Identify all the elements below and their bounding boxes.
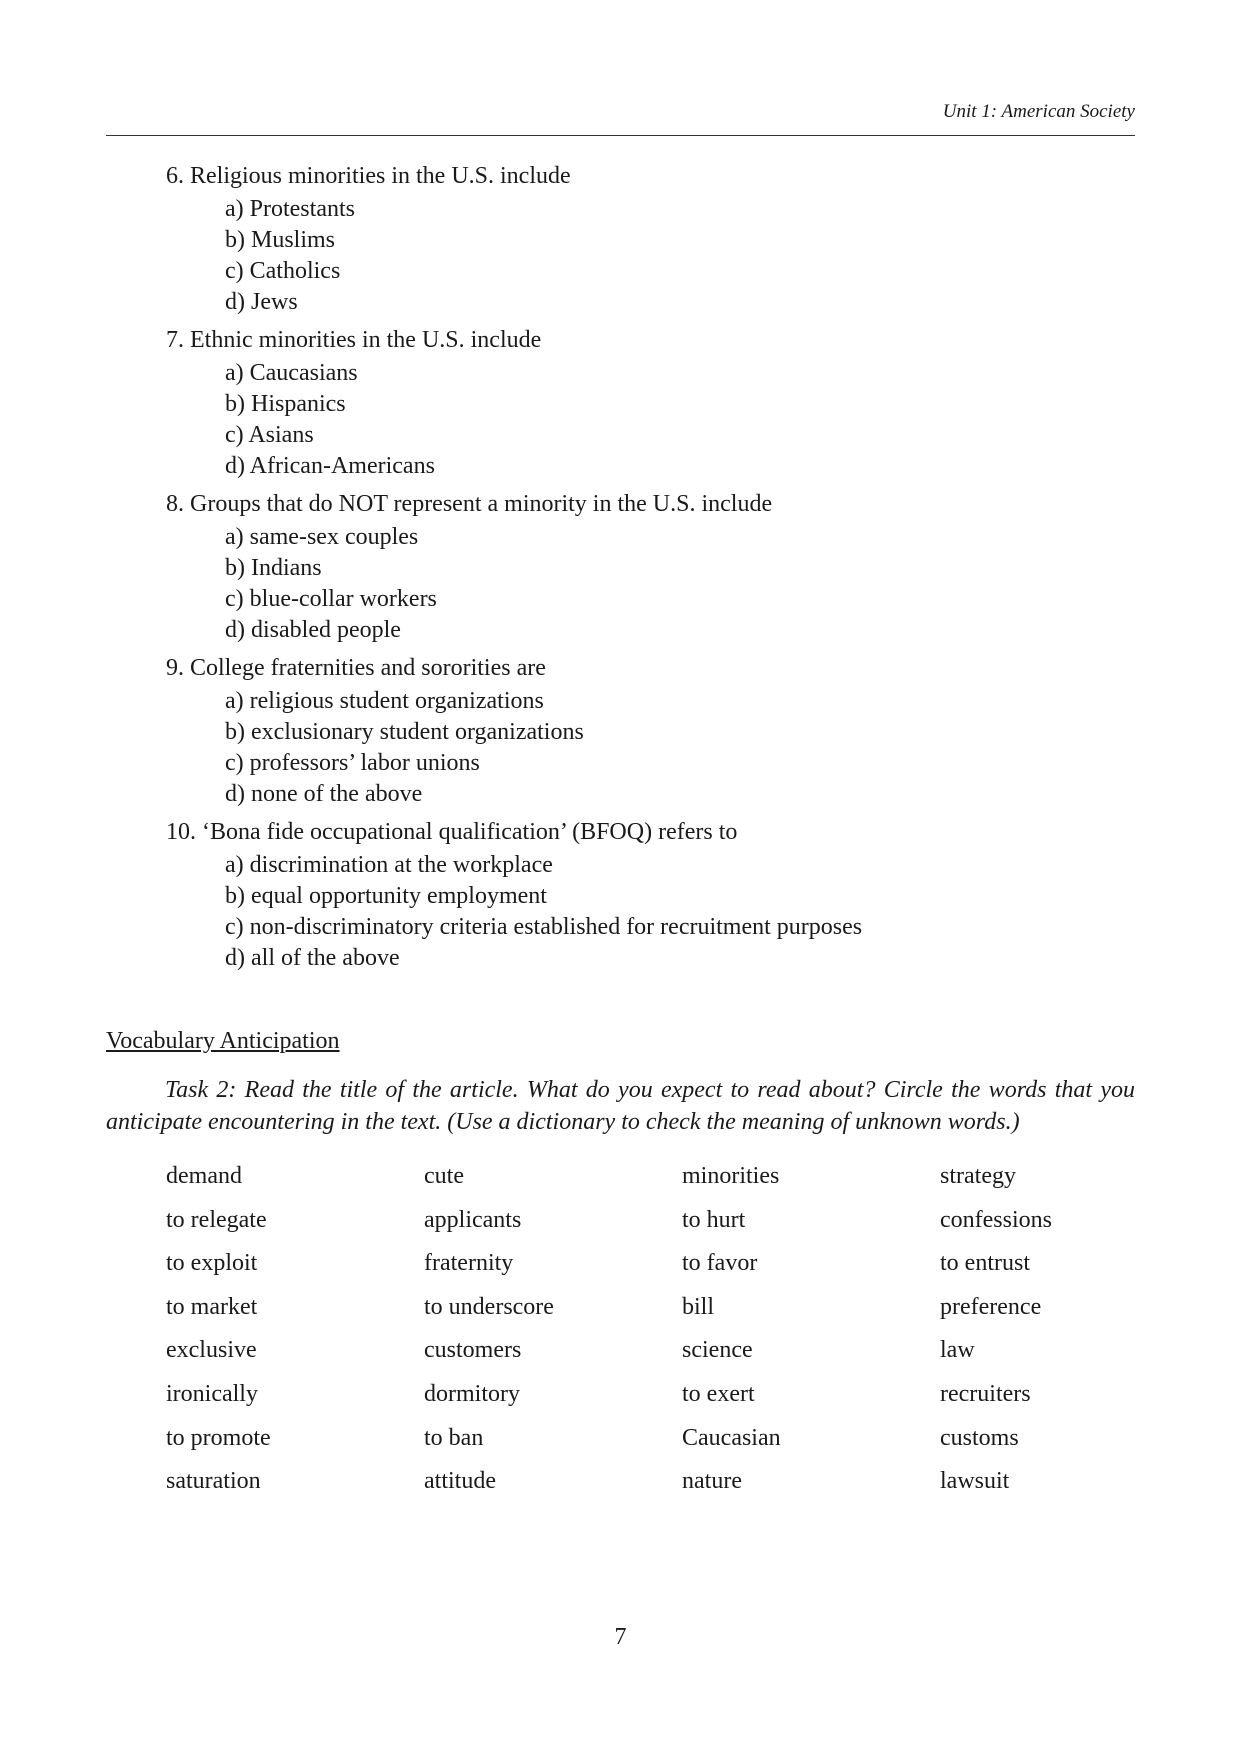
answer-options bbox=[225, 358, 1166, 482]
vocab-word: to exploit bbox=[166, 1250, 258, 1277]
answer-options bbox=[225, 194, 1166, 318]
vocab-word: saturation bbox=[166, 1468, 261, 1495]
answer-option: d) all of the above bbox=[225, 945, 400, 971]
question-stem: 10. ‘Bona fide occupational qualification’ (BFOQ) refers to bbox=[166, 819, 738, 845]
vocab-word: to ban bbox=[424, 1424, 484, 1451]
answer-option: a) Caucasians bbox=[225, 360, 358, 386]
vocab-word: recruiters bbox=[940, 1380, 1031, 1407]
page-number: 7 bbox=[614, 1624, 627, 1650]
vocab-word: strategy bbox=[940, 1163, 1016, 1189]
answer-options bbox=[225, 850, 1166, 974]
question-stem: 8. Groups that do NOT represent a minority in the U.S. include bbox=[166, 491, 773, 517]
question-9 bbox=[166, 652, 1166, 810]
vocab-word: to hurt bbox=[682, 1206, 746, 1233]
vocab-word: to exert bbox=[682, 1380, 755, 1407]
vocab-word: demand bbox=[166, 1163, 242, 1189]
running-header: Unit 1: American Society bbox=[942, 101, 1135, 122]
vocab-word: to favor bbox=[682, 1250, 758, 1277]
vocab-word: law bbox=[940, 1337, 975, 1364]
vocab-word: fraternity bbox=[424, 1250, 514, 1277]
answer-option: c) Catholics bbox=[225, 258, 341, 284]
answer-option: b) Muslims bbox=[225, 227, 336, 253]
vocab-word: lawsuit bbox=[940, 1468, 1010, 1495]
answer-option: b) Indians bbox=[225, 555, 322, 581]
answer-option: b) Hispanics bbox=[225, 391, 346, 417]
answer-options bbox=[225, 522, 1166, 646]
vocab-word: ironically bbox=[166, 1380, 258, 1407]
vocab-word: exclusive bbox=[166, 1337, 257, 1364]
answer-option: d) none of the above bbox=[225, 781, 423, 807]
answer-options bbox=[225, 686, 1166, 810]
vocab-word: customers bbox=[424, 1337, 522, 1364]
vocabulary-word-grid bbox=[166, 1160, 1198, 1509]
answer-option: c) Asians bbox=[225, 422, 314, 448]
vocab-word: to promote bbox=[166, 1424, 271, 1451]
vocab-word: confessions bbox=[940, 1206, 1052, 1233]
section-heading: Vocabulary Anticipation bbox=[106, 1028, 340, 1054]
vocab-word: attitude bbox=[424, 1468, 496, 1495]
vocab-word: to market bbox=[166, 1293, 258, 1320]
answer-option: a) religious student organizations bbox=[225, 688, 544, 714]
answer-option: c) blue-collar workers bbox=[225, 586, 437, 612]
question-7 bbox=[166, 324, 1166, 482]
task-instructions: Task 2: Read the title of the article. What do you expect to read about? Circle the words that you anticipate encountering in the text. (Use a dictionary to check the meaning of unknown words.) bbox=[106, 1077, 1135, 1135]
question-stem: 9. College fraternities and sororities are bbox=[166, 655, 546, 681]
vocab-word: applicants bbox=[424, 1206, 522, 1233]
vocab-word: customs bbox=[940, 1424, 1019, 1451]
answer-option: d) African-Americans bbox=[225, 453, 435, 479]
vocab-word: to entrust bbox=[940, 1250, 1030, 1277]
vocab-word: cute bbox=[424, 1163, 464, 1189]
answer-option: b) exclusionary student organizations bbox=[225, 719, 584, 745]
answer-option: c) non-discriminatory criteria established for recruitment purposes bbox=[225, 914, 863, 940]
question-stem: 6. Religious minorities in the U.S. include bbox=[166, 163, 571, 189]
question-6 bbox=[166, 160, 1166, 318]
vocab-word: bill bbox=[682, 1293, 715, 1320]
question-stem: 7. Ethnic minorities in the U.S. include bbox=[166, 327, 542, 353]
vocab-word: minorities bbox=[682, 1163, 780, 1189]
header-divider bbox=[106, 135, 1135, 136]
vocab-word: science bbox=[682, 1337, 753, 1364]
question-8 bbox=[166, 488, 1166, 646]
question-list bbox=[166, 160, 1166, 980]
answer-option: a) discrimination at the workplace bbox=[225, 852, 553, 878]
answer-option: c) professors’ labor unions bbox=[225, 750, 480, 776]
vocab-word: to underscore bbox=[424, 1293, 554, 1320]
question-10 bbox=[166, 816, 1166, 974]
vocab-word: dormitory bbox=[424, 1380, 520, 1407]
answer-option: a) same-sex couples bbox=[225, 524, 419, 550]
vocab-word: to relegate bbox=[166, 1206, 267, 1233]
vocab-word: Caucasian bbox=[682, 1424, 781, 1451]
answer-option: d) disabled people bbox=[225, 617, 401, 643]
answer-option: d) Jews bbox=[225, 289, 298, 315]
answer-option: a) Protestants bbox=[225, 196, 355, 222]
vocab-word: preference bbox=[940, 1293, 1042, 1320]
answer-option: b) equal opportunity employment bbox=[225, 883, 547, 909]
vocab-word: nature bbox=[682, 1468, 742, 1495]
